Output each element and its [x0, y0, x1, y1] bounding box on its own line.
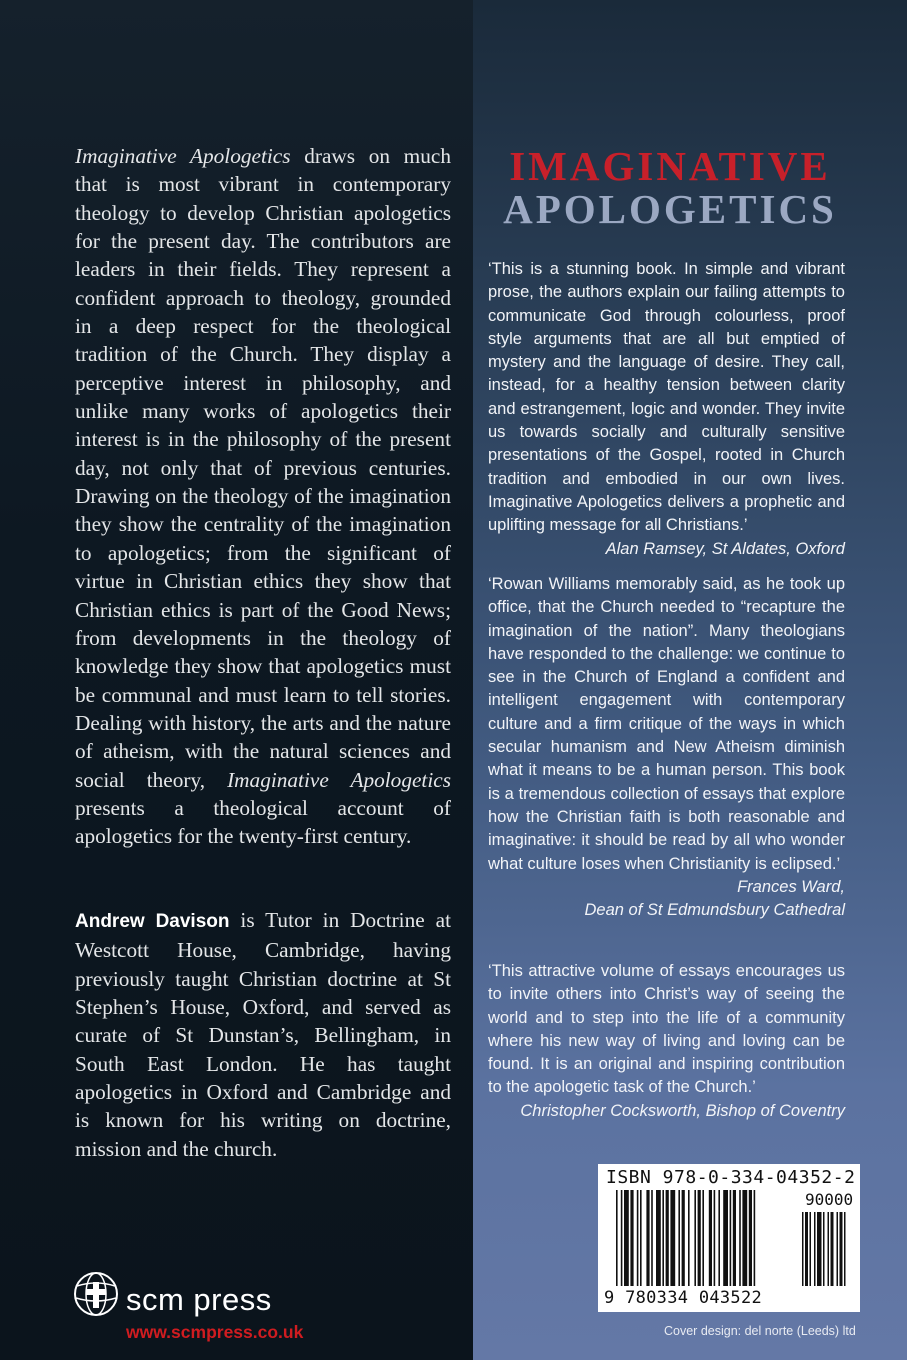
- book-description-text: draws on much that is most vibrant in contemporary theology to develop Christian apologetics for the present day. The contributors are leaders in their fields. They represent a confident approach to theology, grounded in a deep respect for the theological tradition of the Church. They display a perceptive interest in philosophy, and unlike many works of apologetics their interest is in the philosophy of the present day, not only that of previous centuries. Drawing on the theology of the imagination they show the centrality of the imagination to apologetics; from the significant of virtue in Christian ethics they show that Christian ethics is part of the Good News; from developments in the theology of knowledge they show that apologetics must be communal and must learn to tell stories. Dealing with history, the arts and the nature of atheism, with the natural sciences and social theory,: [75, 144, 451, 792]
- review-text: ‘Rowan Williams memorably said, as he took up office, that the Church needed to “recapture the imagination of the nation”. Many theologians have responded to the challenge: we continue to see in the Church of England a confident and intelligent engagement with contemporary culture and a firm critique of the ways in which secular humanism and New Atheism diminish what it means to be a human person. This book is a tremendous collection of essays that explore how the Christian faith is both reasonable and imaginative: it should be read by all who wonder what culture loses when Christianity is eclipsed.’: [488, 575, 845, 873]
- barcode-bar: [714, 1190, 716, 1286]
- publisher-name: scm press: [126, 1282, 272, 1317]
- barcode-bar: [739, 1190, 741, 1286]
- book-title-italic: Imaginative Apologetics: [75, 144, 291, 168]
- barcode-addon-bar: [817, 1212, 822, 1286]
- barcode-addon-bar: [805, 1212, 808, 1286]
- publisher-url[interactable]: www.scmpress.co.uk: [126, 1322, 304, 1342]
- barcode-addon-bar: [840, 1212, 843, 1286]
- barcode-bar: [666, 1190, 669, 1286]
- barcode-addon-bar: [828, 1212, 830, 1286]
- barcode-addon: 90000: [805, 1190, 854, 1209]
- book-description: [75, 142, 451, 851]
- barcode-bar: [656, 1190, 661, 1286]
- barcode-bar: [682, 1190, 685, 1286]
- barcode-bar: [749, 1190, 752, 1286]
- barcode-addon-bar: [844, 1212, 846, 1286]
- barcode-bar: [698, 1190, 701, 1286]
- barcode-addon-bar: [814, 1212, 816, 1286]
- barcode-bar: [637, 1190, 639, 1286]
- barcode-addon-bar: [831, 1212, 834, 1286]
- cover-title-line2: APOLOGETICS: [503, 186, 837, 232]
- review-attribution: Christopher Cocksworth, Bishop of Coventry: [520, 1101, 845, 1120]
- barcode-addon-bar: [810, 1212, 812, 1286]
- ean-number: 9 780334 043522: [604, 1288, 763, 1308]
- publisher-logo: [72, 1270, 352, 1350]
- barcode-bar: [616, 1190, 618, 1286]
- barcode-addon-bar: [837, 1212, 839, 1286]
- barcode-bar: [621, 1190, 623, 1286]
- barcode-addon-bar: [802, 1212, 804, 1286]
- review-text: ‘This is a stunning book. In simple and vibrant prose, the authors explain our failing attempts to communicate God through colourless, proof style arguments that are all but emptied of mystery and the language of desire. They call, instead, for a healthy tension between clarity and estrangement, logic and wonder. They invite us towards socially and culturally sensitive presentations of the Gospel, rooted in Church tradition and embodied in our own lives. Imaginative Apologetics delivers a prophetic and uplifting message for all Christians.’: [488, 260, 845, 535]
- barcode-bar: [702, 1190, 704, 1286]
- barcode-bar: [733, 1190, 736, 1286]
- barcode-bar: [718, 1190, 720, 1286]
- book-title-italic-2: Imaginative Apologetics: [227, 767, 451, 792]
- review-quote-1: [488, 258, 845, 561]
- isbn-barcode: [598, 1164, 860, 1312]
- review-quote-3: [488, 960, 845, 1123]
- author-name: Andrew Davison: [75, 911, 230, 932]
- cover-design-credit: Cover design: del norte (Leeds) ltd: [664, 1324, 856, 1338]
- barcode-bar: [624, 1190, 629, 1286]
- author-bio-text: is Tutor in Doctrine at Westcott House, Cambridge, having previously taught Christian doctrine at St Stephen’s House, Oxford, and served as curate of St Dunstan’s, Bellingham, in South East London. He has taught apologetics in Oxford and Cambridge and is known for his writing on doctrine, mission and the church.: [75, 908, 451, 1161]
- barcode-bar: [678, 1190, 680, 1286]
- barcode-bar: [730, 1190, 732, 1286]
- barcode-bar: [630, 1190, 633, 1286]
- barcode-bar: [651, 1190, 653, 1286]
- globe-cross-icon: [72, 1270, 122, 1320]
- barcode-bar: [688, 1190, 690, 1286]
- review-attribution: Alan Ramsey, St Aldates, Oxford: [605, 539, 845, 558]
- review-attribution: Frances Ward,: [737, 877, 845, 896]
- barcode-addon-bar: [823, 1212, 825, 1286]
- review-text: ‘This attractive volume of essays encourages us to invite others into Christ’s way of seeing the world and to step into the life of a community where his new way of living and loving can be found. It is an original and inspiring contribution to the apologetic task of the Church.’: [488, 962, 845, 1097]
- barcode-bar: [709, 1190, 712, 1286]
- book-description-text-end: presents a theological account of apologetics for the twenty-first century.: [75, 795, 451, 849]
- author-bio: [75, 906, 451, 1163]
- barcode-bar: [754, 1190, 756, 1286]
- barcode-bar: [662, 1190, 664, 1286]
- barcode-bar: [742, 1190, 747, 1286]
- barcode-bar: [694, 1190, 696, 1286]
- review-attribution-role: Dean of St Edmundsbury Cathedral: [584, 901, 845, 920]
- barcode-bar: [670, 1190, 675, 1286]
- barcode-bar: [646, 1190, 649, 1286]
- cover-title-line1: IMAGINATIVE: [509, 143, 831, 189]
- review-quote-2: [488, 573, 845, 922]
- isbn-label: ISBN 978-0-334-04352-2: [606, 1167, 856, 1188]
- barcode-bar: [640, 1190, 642, 1286]
- barcode-bar: [723, 1190, 728, 1286]
